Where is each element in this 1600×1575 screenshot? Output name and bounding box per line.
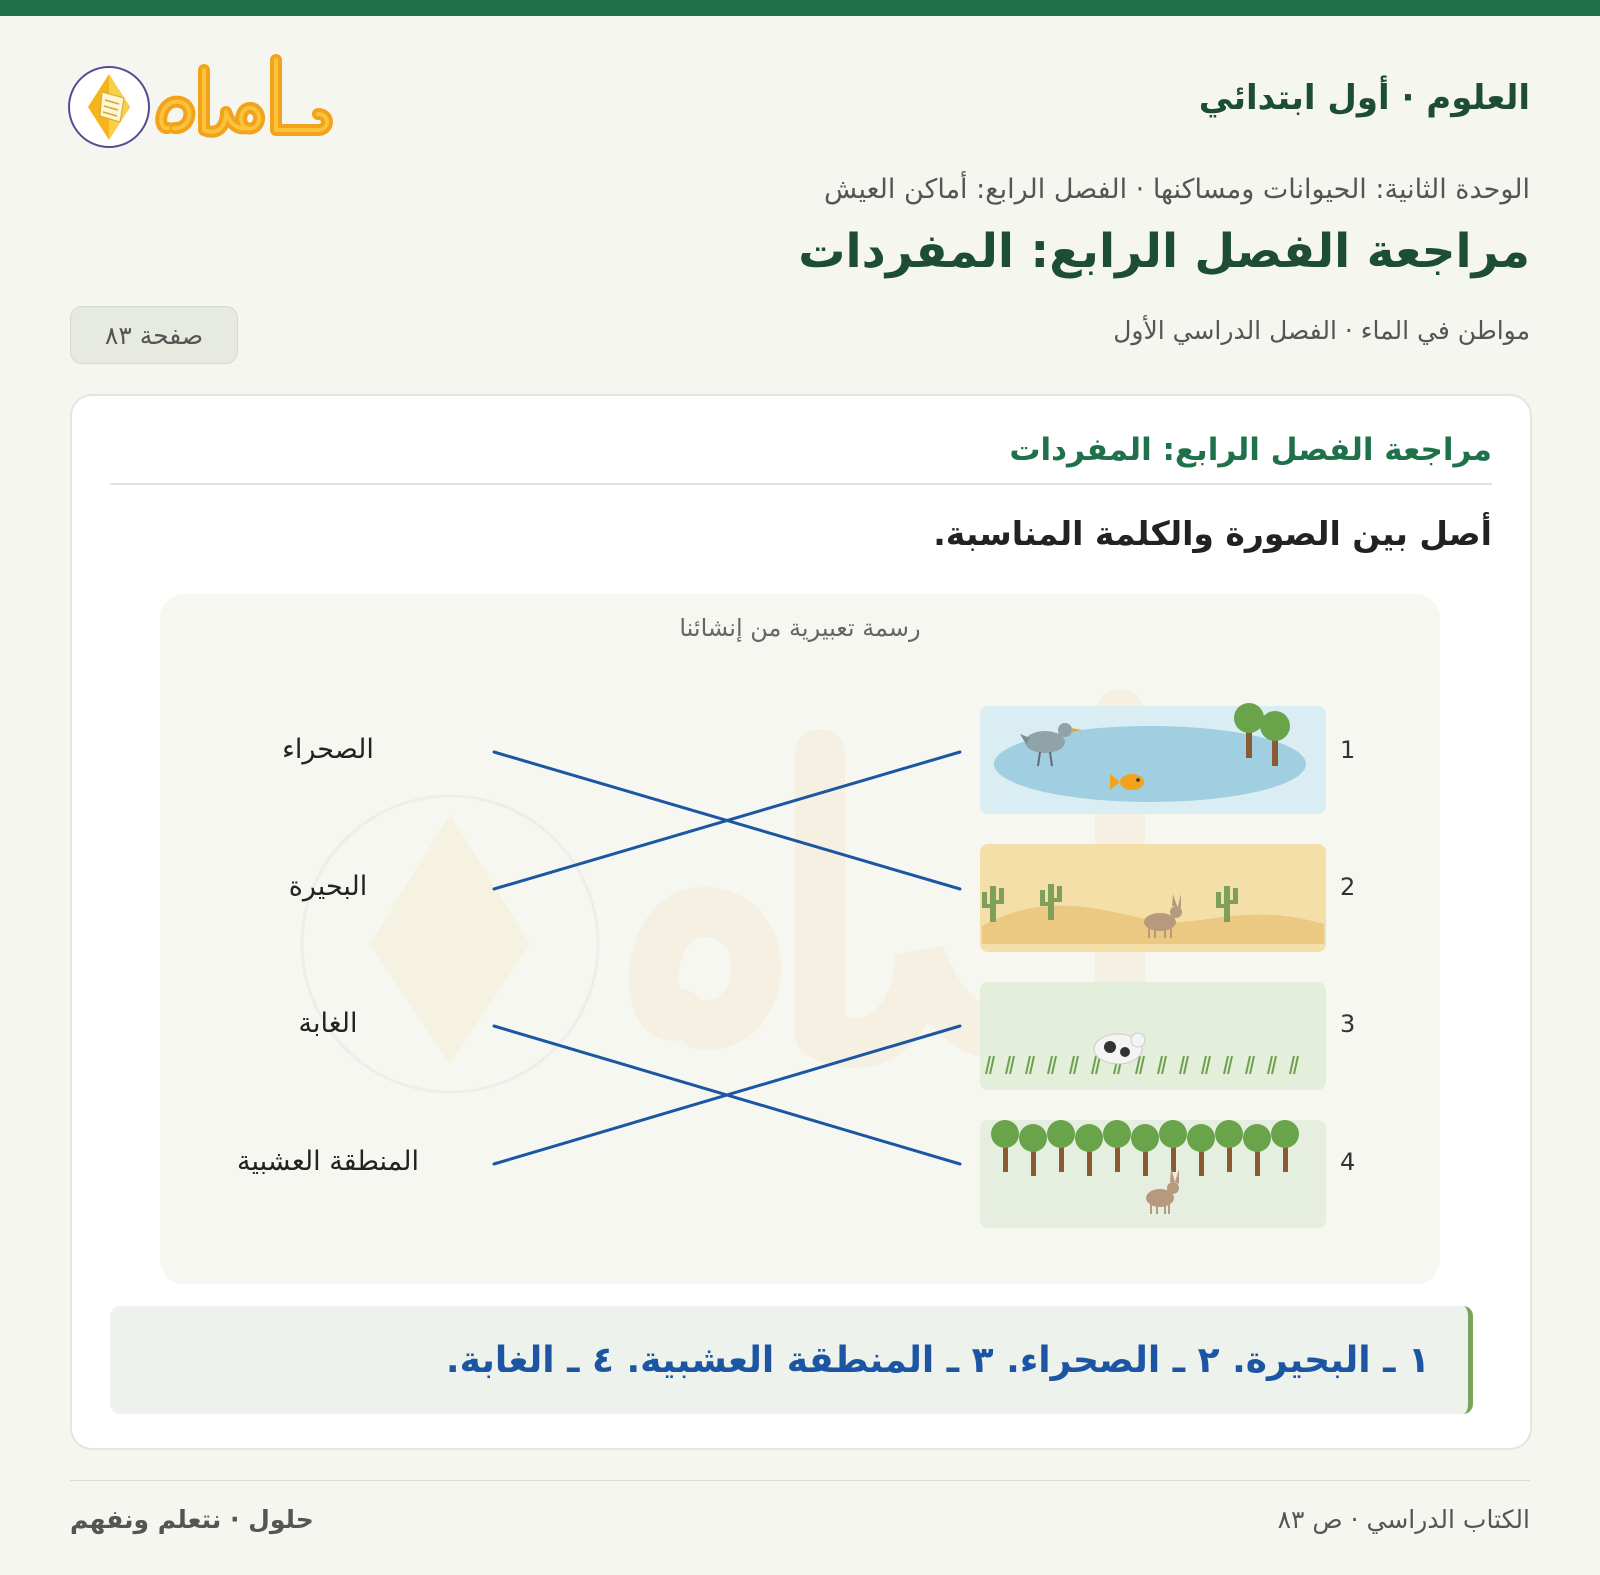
word-lake: البحيرة — [288, 871, 368, 902]
picture-number-4: 4 — [1340, 1148, 1356, 1176]
top-accent-bar — [0, 0, 1600, 16]
picture-number-1: 1 — [1340, 736, 1356, 764]
page-number-badge: صفحة ٨٣ — [70, 306, 238, 364]
footer-book-reference: الكتاب الدراسي · ص ٨٣ — [1277, 1505, 1530, 1534]
grassland-icon — [980, 982, 1326, 1090]
word-grassland: المنطقة العشبية — [237, 1146, 419, 1177]
footer-brand-slogan: حلول · نتعلم ونفهم — [70, 1505, 314, 1534]
hulul-logo — [68, 50, 340, 154]
lake-icon — [980, 703, 1326, 814]
unit-breadcrumb: الوحدة الثانية: الحيوانات ومساكنها · الفصل الرابع: أماكن العيش — [824, 174, 1530, 205]
matching-figure — [160, 594, 1440, 1284]
word-desert: الصحراء — [282, 734, 374, 765]
page-title: مراجعة الفصل الرابع: المفردات — [798, 224, 1530, 279]
picture-number-3: 3 — [1340, 1010, 1356, 1038]
desert-icon — [980, 844, 1326, 952]
answer-box — [110, 1306, 1473, 1414]
word-forest: الغابة — [298, 1008, 358, 1039]
match-lines — [494, 752, 960, 1164]
answer-text: ١ ـ البحيرة. ٢ ـ الصحراء. ٣ ـ المنطقة العشبية. ٤ ـ الغابة. — [445, 1339, 1430, 1381]
card-heading: مراجعة الفصل الرابع: المفردات — [1009, 432, 1492, 468]
footer-divider — [70, 1480, 1530, 1481]
subject-grade-title: العلوم · أول ابتدائي — [1198, 78, 1530, 118]
forest-icon — [980, 1120, 1326, 1228]
matching-figure-canvas — [160, 594, 1440, 1284]
figure-caption: رسمة تعبيرية من إنشائنا — [679, 614, 921, 642]
exercise-card — [70, 394, 1532, 1450]
exercise-instruction: أصل بين الصورة والكلمة المناسبة. — [933, 514, 1492, 553]
book-section-line: مواطن في الماء · الفصل الدراسي الأول — [1113, 316, 1530, 345]
card-divider — [110, 483, 1492, 485]
picture-number-2: 2 — [1340, 873, 1356, 901]
